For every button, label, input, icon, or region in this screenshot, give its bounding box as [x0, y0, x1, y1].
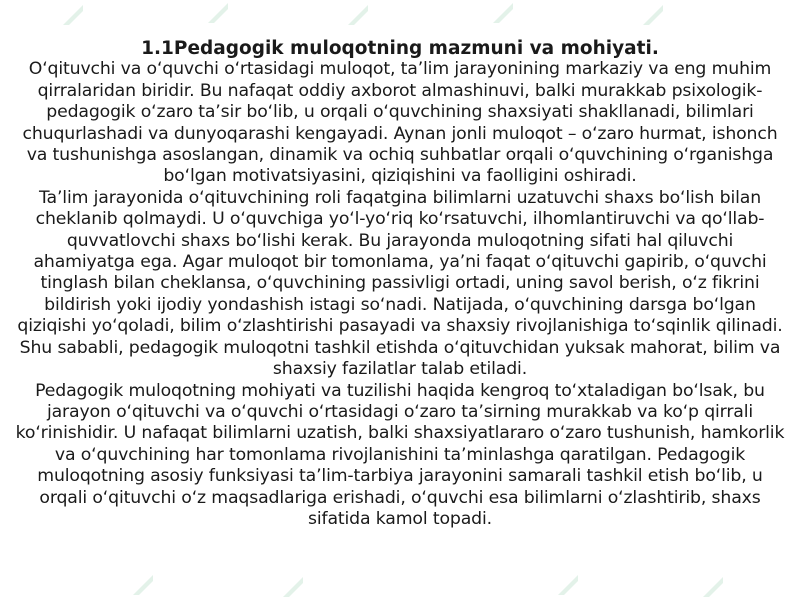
leaf-watermark-icon — [205, 0, 231, 26]
document-body — [0, 38, 800, 530]
leaf-watermark-icon — [700, 574, 726, 600]
leaf-watermark-icon — [60, 2, 86, 28]
paragraph-3: Pedagogik muloqotning mohiyati va tuzilishi haqida kengroq to‘xtaladigan bo‘lsak, bu jarayon o‘qituvchi va o‘quvchi o‘rtasidagi o‘zaro ta’sirning murakkab va ko‘p qirrali ko‘rinishidir. U nafaqat bilimlarni uzatish, balki shaxsiyatlararo o‘zaro tushunish, hamkorlik va o‘quvchining har tomonlama rivojlanishini ta’minlashga qaratilgan. Pedagogik muloqotning asosiy funksiyasi ta’lim-tarbiya jarayonini samarali tashkil etish bo‘lib, u orqali o‘qituvchi o‘z maqsadlariga erishadi, o‘quvchi esa bilimlarni o‘zlashtirib, shaxs sifatida kamol topadi. — [15, 380, 785, 529]
paragraph-1: O‘qituvchi va o‘quvchi o‘rtasidagi muloqot, ta’lim jarayonining markaziy va eng muhim qirralaridan biridir. Bu nafaqat oddiy axborot almashinuvi, balki murakkab psixologik-pedagogik o‘zaro ta’sir bo‘lib, u orqali o‘quvchining shaxsiyati shakllanadi, bilimlari chuqurlashadi va dunyoqarashi kengayadi. Aynan jonli muloqot – o‘zaro hurmat, ishonch va tushunishga asoslangan, dinamik va ochiq suhbatlar orqali o‘quvchining o‘rganishga bo‘lgan motivatsiyasini, qiziqishini va faolligini oshiradi. — [22, 59, 778, 187]
leaf-watermark-icon — [640, 2, 666, 28]
leaf-watermark-icon — [490, 0, 516, 26]
leaf-watermark-icon — [130, 572, 156, 598]
leaf-watermark-icon — [555, 572, 581, 598]
section-title: 1.1Pedagogik muloqotning mazmuni va mohiyati. — [141, 38, 659, 59]
leaf-watermark-icon — [280, 574, 306, 600]
leaf-watermark-icon — [345, 2, 371, 28]
paragraph-2: Ta’lim jarayonida o‘qituvchining roli faqatgina bilimlarni uzatuvchi shaxs bo‘lish bilan cheklanib qolmaydi. U o‘quvchiga yo‘l-yo‘riq ko‘rsatuvchi, ilhomlantiruvchi va qo‘llab-quvvatlovchi shaxs bo‘lishi kerak. Bu jarayonda muloqotning sifati hal qiluvchi ahamiyatga ega. Agar muloqot bir tomonlama, ya’ni faqat o‘qituvchi gapirib, o‘quvchi tinglash bilan cheklansa, o‘quvchining passivligi ortadi, uning savol berish, o‘z fikrini bildirish yoki ijodiy yondashish istagi so‘nadi. Natijada, o‘quvchining darsga bo‘lgan qiziqishi yo‘qoladi, bilim o‘zlashtirishi pasayadi va shaxsiy rivojlanishiga to‘sqinlik qilinadi. Shu sababli, pedagogik muloqotni tashkil etishda o‘qituvchidan yuksak mahorat, bilim va shaxsiy fazilatlar talab etiladi. — [17, 187, 783, 380]
